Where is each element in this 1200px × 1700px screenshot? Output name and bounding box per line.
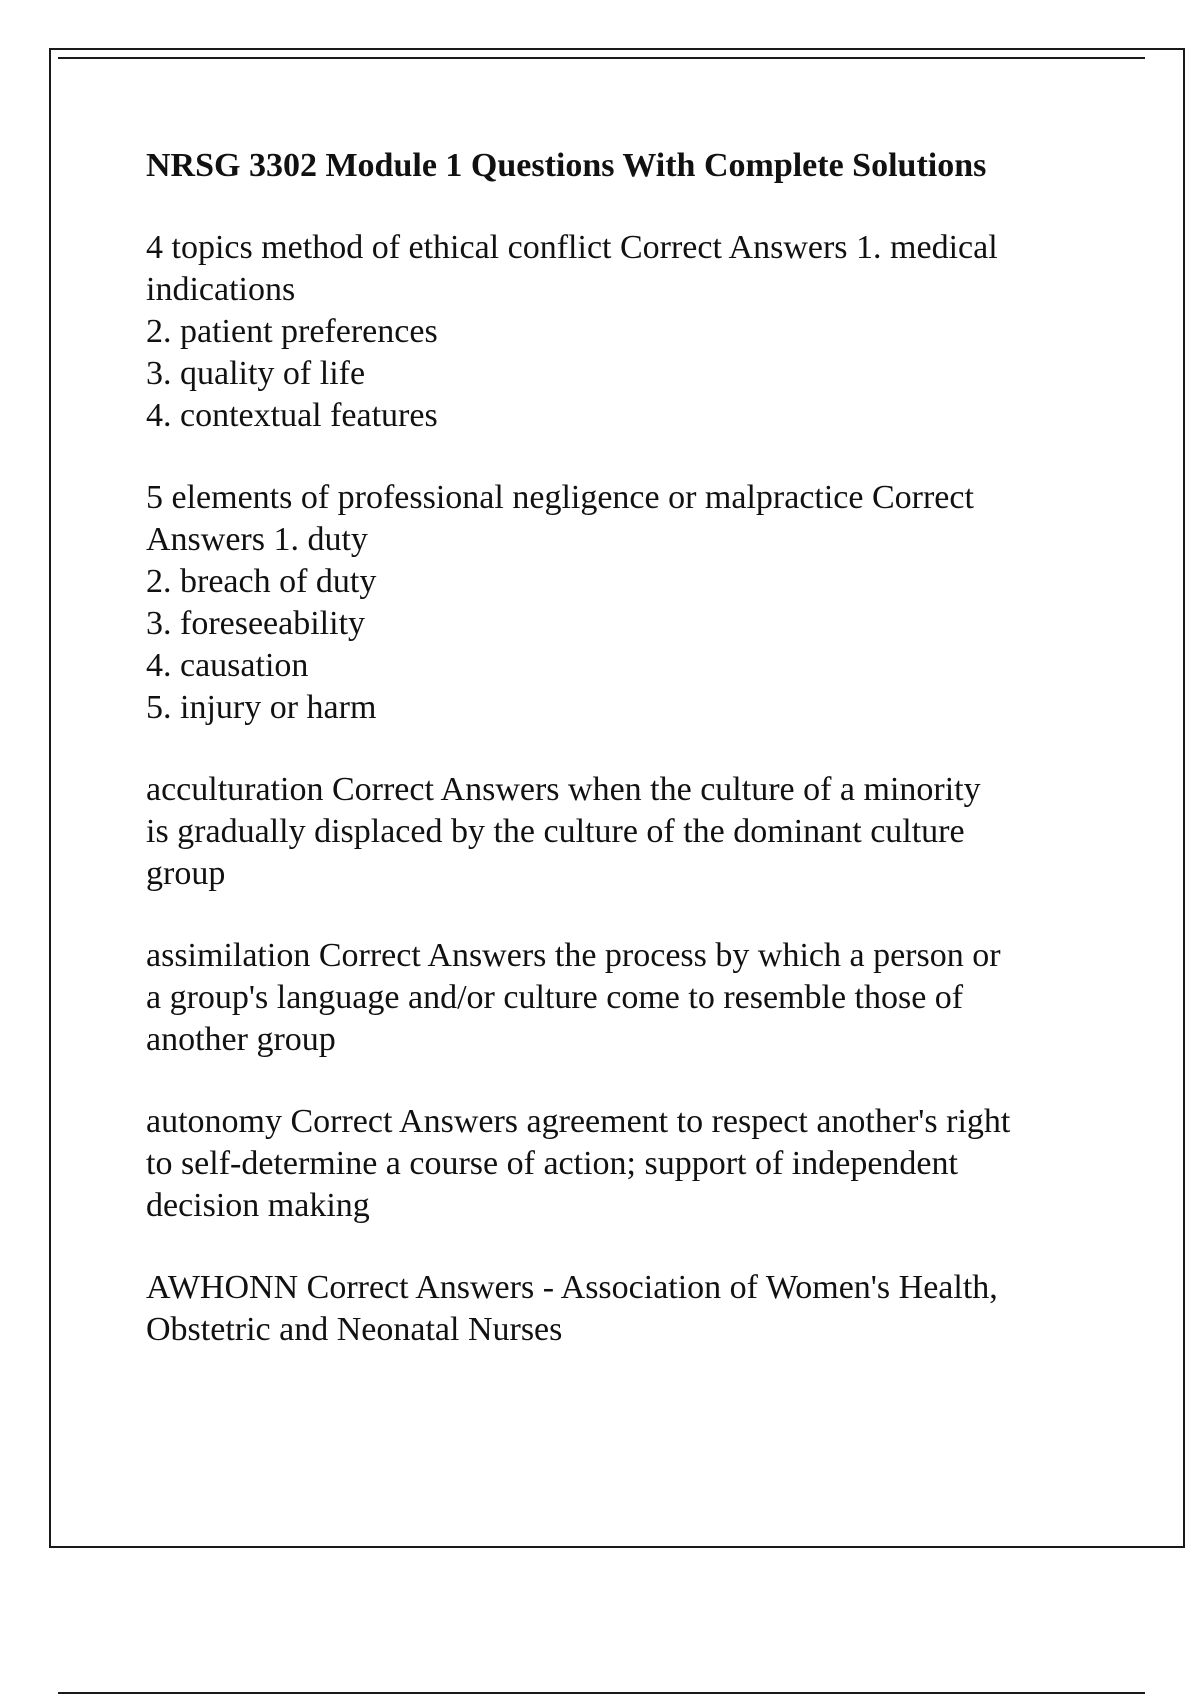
entry-line: indications bbox=[146, 271, 296, 308]
entry-line: 2. patient preferences bbox=[146, 313, 438, 350]
entry-line: 3. quality of life bbox=[146, 355, 366, 392]
entry-line: 5 elements of professional negligence or malpractice Correct bbox=[146, 479, 974, 516]
entry-line: 5. injury or harm bbox=[146, 689, 377, 726]
entry-assimilation bbox=[146, 935, 1106, 1061]
entry-negligence-elements bbox=[146, 477, 1106, 729]
entry-line: Answers 1. duty bbox=[146, 521, 368, 558]
entry-line: another group bbox=[146, 1021, 336, 1058]
entry-line: AWHONN Correct Answers - Association of Women's Health, bbox=[146, 1269, 998, 1306]
entry-line: a group's language and/or culture come to resemble those of bbox=[146, 979, 964, 1016]
entry-awhonn bbox=[146, 1267, 1106, 1351]
entry-line: 4. causation bbox=[146, 647, 309, 684]
document-body bbox=[146, 145, 1106, 1391]
entry-line: 3. foreseeability bbox=[146, 605, 366, 642]
entry-line: autonomy Correct Answers agreement to respect another's right bbox=[146, 1103, 1011, 1140]
top-rule bbox=[58, 57, 1145, 59]
entry-line: 2. breach of duty bbox=[146, 563, 377, 600]
entry-line: 4. contextual features bbox=[146, 397, 438, 434]
entry-line: to self-determine a course of action; support of independent bbox=[146, 1145, 958, 1182]
entry-acculturation bbox=[146, 769, 1106, 895]
entry-line: decision making bbox=[146, 1187, 370, 1224]
entry-ethical-conflict-topics bbox=[146, 227, 1106, 437]
bottom-rule bbox=[58, 1692, 1145, 1694]
entry-line: group bbox=[146, 855, 226, 892]
document-title: NRSG 3302 Module 1 Questions With Complete Solutions bbox=[146, 147, 987, 184]
entry-autonomy bbox=[146, 1101, 1106, 1227]
entry-line: acculturation Correct Answers when the culture of a minority bbox=[146, 771, 981, 808]
entry-line: assimilation Correct Answers the process by which a person or bbox=[146, 937, 1001, 974]
entry-line: 4 topics method of ethical conflict Correct Answers 1. medical bbox=[146, 229, 998, 266]
entry-line: Obstetric and Neonatal Nurses bbox=[146, 1311, 563, 1348]
entry-line: is gradually displaced by the culture of the dominant culture bbox=[146, 813, 965, 850]
